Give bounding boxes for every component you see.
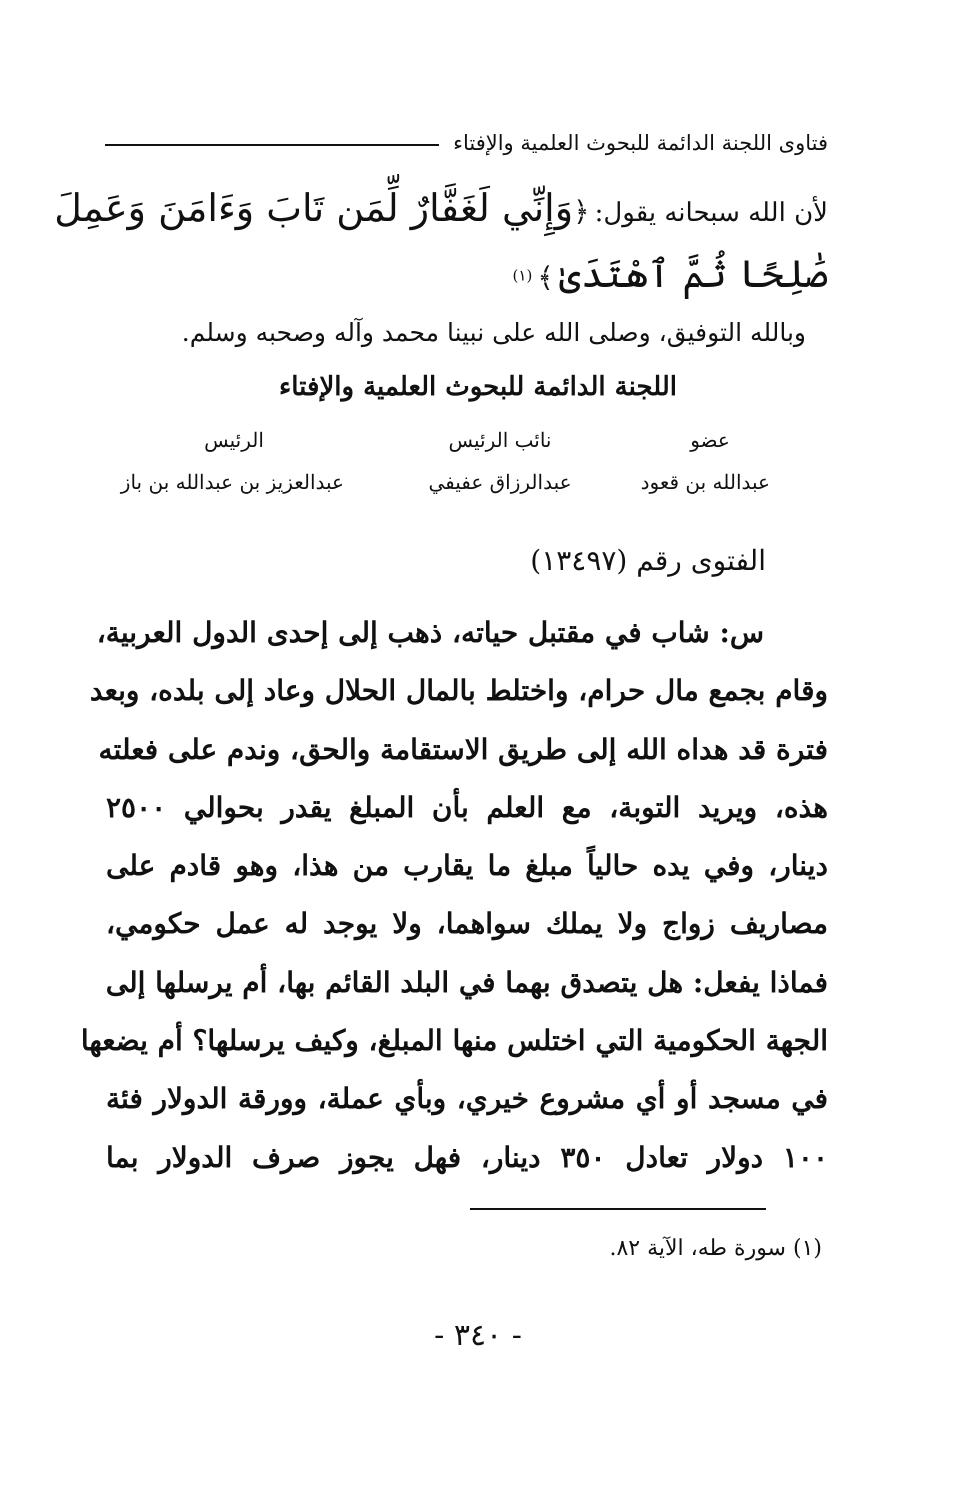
- verse-line-1: [54, 186, 828, 230]
- signatory-role: الرئيس: [204, 428, 264, 452]
- question-paragraph: [80, 604, 828, 1187]
- verse-intro: [573, 195, 828, 228]
- committee-title: اللجنة الدائمة للبحوث العلمية والإفتاء: [279, 372, 677, 402]
- question-line: ١٠٠ دولار تعادل ٣٥٠ دينار، فهل يجوز صرف الدولار بما: [106, 1140, 828, 1174]
- running-header: [105, 128, 828, 158]
- footnote-separator: [470, 1208, 766, 1210]
- signatory-name: عبدالله بن قعود: [640, 470, 770, 494]
- quran-verse-text-2: صَٰلِحًا ثُمَّ ٱهْتَدَىٰ: [558, 252, 828, 296]
- question-line: مصاريف زواج ولا يملك سواهما، ولا يوجد له عمل حكومي،: [106, 907, 828, 941]
- header-rule: [105, 144, 439, 146]
- ornate-bracket-close-icon: ﴾: [537, 261, 554, 294]
- question-line: فترة قد هداه الله إلى طريق الاستقامة والحق، وندم على فعلته: [98, 732, 828, 766]
- closing-prayer: وبالله التوفيق، وصلى الله على نبينا محمد وآله وصحبه وسلم.: [181, 318, 806, 347]
- question-line: دينار، وفي يده حالياً مبلغ ما يقارب من هذا، وهو قادم على: [106, 849, 828, 883]
- signatory-member: [640, 428, 770, 494]
- signatory-chair: [120, 428, 344, 494]
- quran-verse-text-1: وَإِنِّي لَغَفَّارٌ لِّمَن تَابَ وَءَامَنَ وَعَمِلَ: [54, 186, 574, 230]
- signatory-role: عضو: [690, 428, 730, 452]
- question-line: هذه، ويريد التوبة، مع العلم بأن المبلغ يقدر بحوالي ٢٥٠٠: [106, 790, 828, 824]
- signatory-name: عبدالعزيز بن عبدالله بن باز: [120, 470, 344, 494]
- footnote: (١) سورة طه، الآية ٨٢.: [609, 1236, 822, 1261]
- signatory-role: نائب الرئيس: [448, 428, 552, 452]
- question-line: فماذا يفعل: هل يتصدق بهما في البلد القائم بها، أم يرسلها إلى: [105, 965, 828, 999]
- verse-lead-text: لأن الله سبحانه يقول:: [594, 198, 828, 228]
- signatory-name: عبدالرزاق عفيفي: [428, 470, 572, 494]
- verse-line-2: [108, 252, 828, 296]
- ornate-bracket-open-icon: ﴿: [573, 195, 590, 228]
- page-number: - ٣٤٠ -: [434, 1318, 522, 1353]
- running-title: فتاوى اللجنة الدائمة للبحوث العلمية والإفتاء: [453, 131, 828, 155]
- question-line: في مسجد أو أي مشروع خيري، وبأي عملة، وورقة الدولار فئة: [106, 1082, 828, 1116]
- question-line: الجهة الحكومية التي اختلس منها المبلغ، وكيف يرسلها؟ أم يضعها: [80, 1024, 828, 1058]
- signatory-deputy-chair: [420, 428, 580, 494]
- question-line: وقام بجمع مال حرام، واختلط بالمال الحلال وعاد إلى بلده، وبعد: [89, 674, 828, 708]
- fatwa-number: الفتوى رقم (١٣٤٩٧): [530, 544, 766, 577]
- footnote-marker: (١): [512, 266, 533, 285]
- question-line: س: شاب في مقتبل حياته، ذهب إلى إحدى الدول العربية،: [96, 616, 764, 649]
